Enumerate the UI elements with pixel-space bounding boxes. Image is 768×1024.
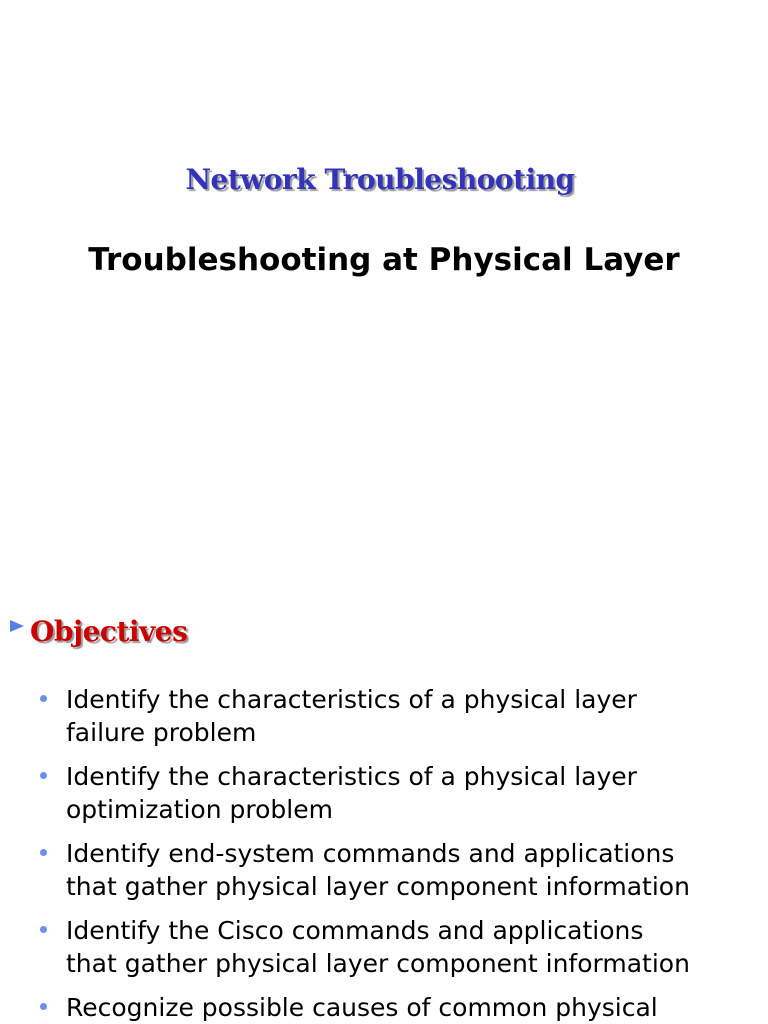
slide-title: Network Troubleshooting: [185, 163, 575, 196]
list-item: [40, 991, 768, 1024]
objectives-list: [40, 683, 768, 1024]
list-item: [40, 914, 768, 980]
list-item: [40, 837, 768, 903]
bullet-dot-icon: [40, 695, 47, 702]
bullet-dot-icon: [40, 849, 47, 856]
list-item-text: Identify the characteristics of a physical layer failure problem: [66, 685, 637, 747]
slide-subtitle: Troubleshooting at Physical Layer: [88, 242, 680, 278]
list-item-text: Identify the Cisco commands and applications that gather physical layer component information: [66, 916, 690, 978]
list-item-text: Identify the characteristics of a physical layer optimization problem: [66, 762, 637, 824]
list-item-text: Identify end-system commands and applications that gather physical layer component information: [66, 839, 690, 901]
bullet-dot-icon: [40, 772, 47, 779]
list-item: [40, 683, 768, 749]
objectives-heading: Objectives: [30, 615, 188, 648]
bullet-dot-icon: [40, 926, 47, 933]
list-item-text: Recognize possible causes of common physical: [66, 993, 658, 1022]
objectives-heading-row: [10, 614, 187, 650]
triangle-bullet-icon: [10, 620, 24, 632]
bullet-dot-icon: [40, 1003, 47, 1010]
list-item: [40, 760, 768, 826]
